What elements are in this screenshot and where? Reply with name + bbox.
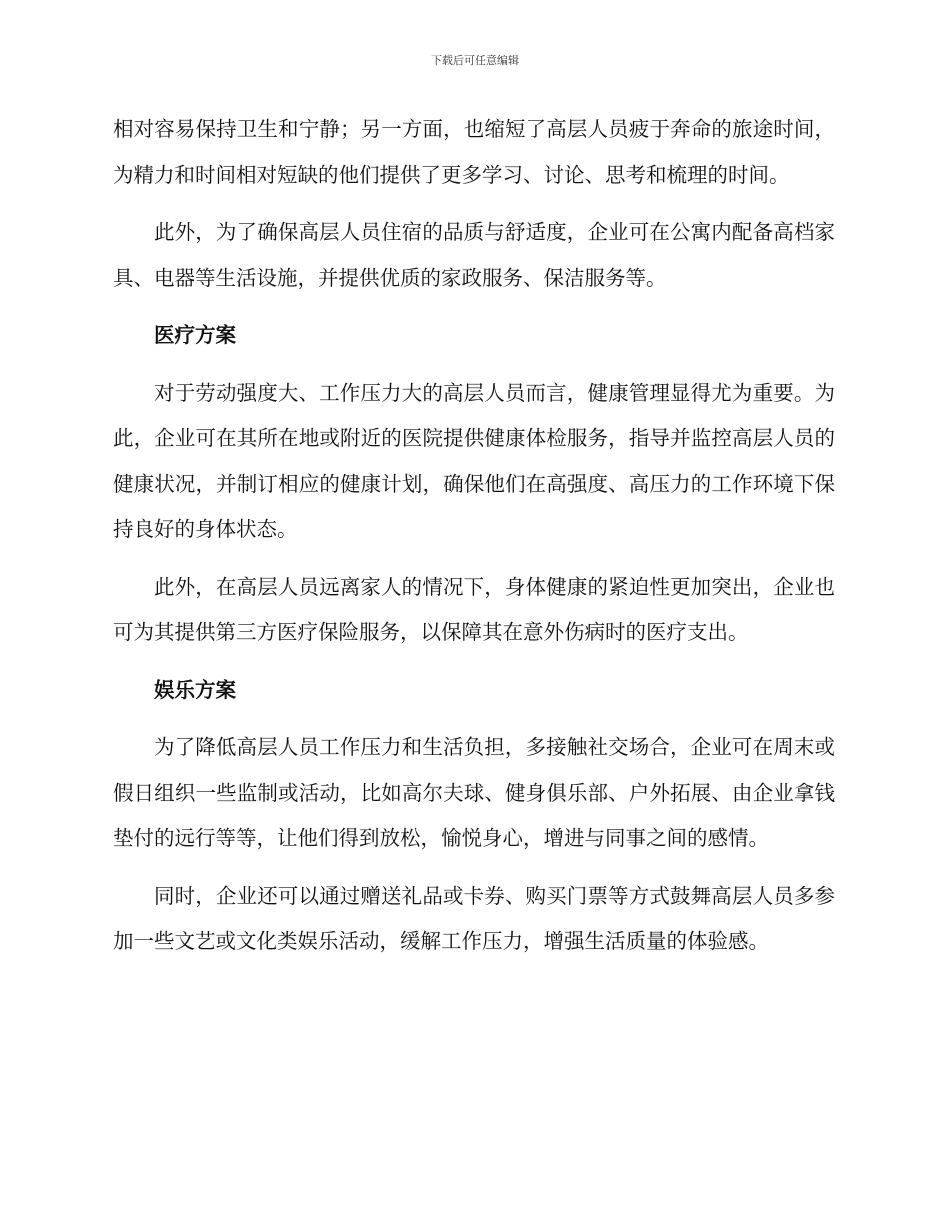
paragraph-cultural-activities: 同时，企业还可以通过赠送礼品或卡券、购买门票等方式鼓舞高层人员多参加一些文艺或文化类娱乐活动，缓解工作压力，增强生活质量的体验感。 — [113, 883, 835, 953]
document-body — [113, 107, 835, 977]
section-heading-entertainment: 娱乐方案 — [154, 677, 236, 702]
paragraph-hygiene-continuation: 相对容易保持卫生和宁静；另一方面，也缩短了高层人员疲于奔命的旅途时间，为精力和时间相对短缺的他们提供了更多学习、讨论、思考和梳理的时间。 — [113, 117, 835, 187]
paragraph-health-management: 对于劳动强度大、工作压力大的高层人员而言，健康管理显得尤为重要。为此，企业可在其所在地或附近的医院提供健康体检服务，指导并监控高层人员的健康状况，并制订相应的健康计划，确保他们在高强度、高压力的工作环境下保持良好的身体状态。 — [113, 380, 835, 541]
paragraph-social-activities: 为了降低高层人员工作压力和生活负担，多接触社交场合，企业可在周末或假日组织一些监制或活动，比如高尔夫球、健身俱乐部、户外拓展、由企业拿钱垫付的远行等等，让他们得到放松，愉悦身心，增进与同事之间的感情。 — [113, 735, 835, 850]
paragraph-medical-insurance: 此外，在高层人员远离家人的情况下，身体健康的紧迫性更加突出，企业也可为其提供第三方医疗保险服务，以保障其在意外伤病时的医疗支出。 — [113, 574, 835, 644]
paragraph-housing-quality: 此外，为了确保高层人员住宿的品质与舒适度，企业可在公寓内配备高档家具、电器等生活设施，并提供优质的家政服务、保洁服务等。 — [113, 220, 835, 290]
section-heading-medical: 医疗方案 — [154, 323, 236, 347]
page-header-note: 下载后可任意编辑 — [431, 54, 519, 67]
